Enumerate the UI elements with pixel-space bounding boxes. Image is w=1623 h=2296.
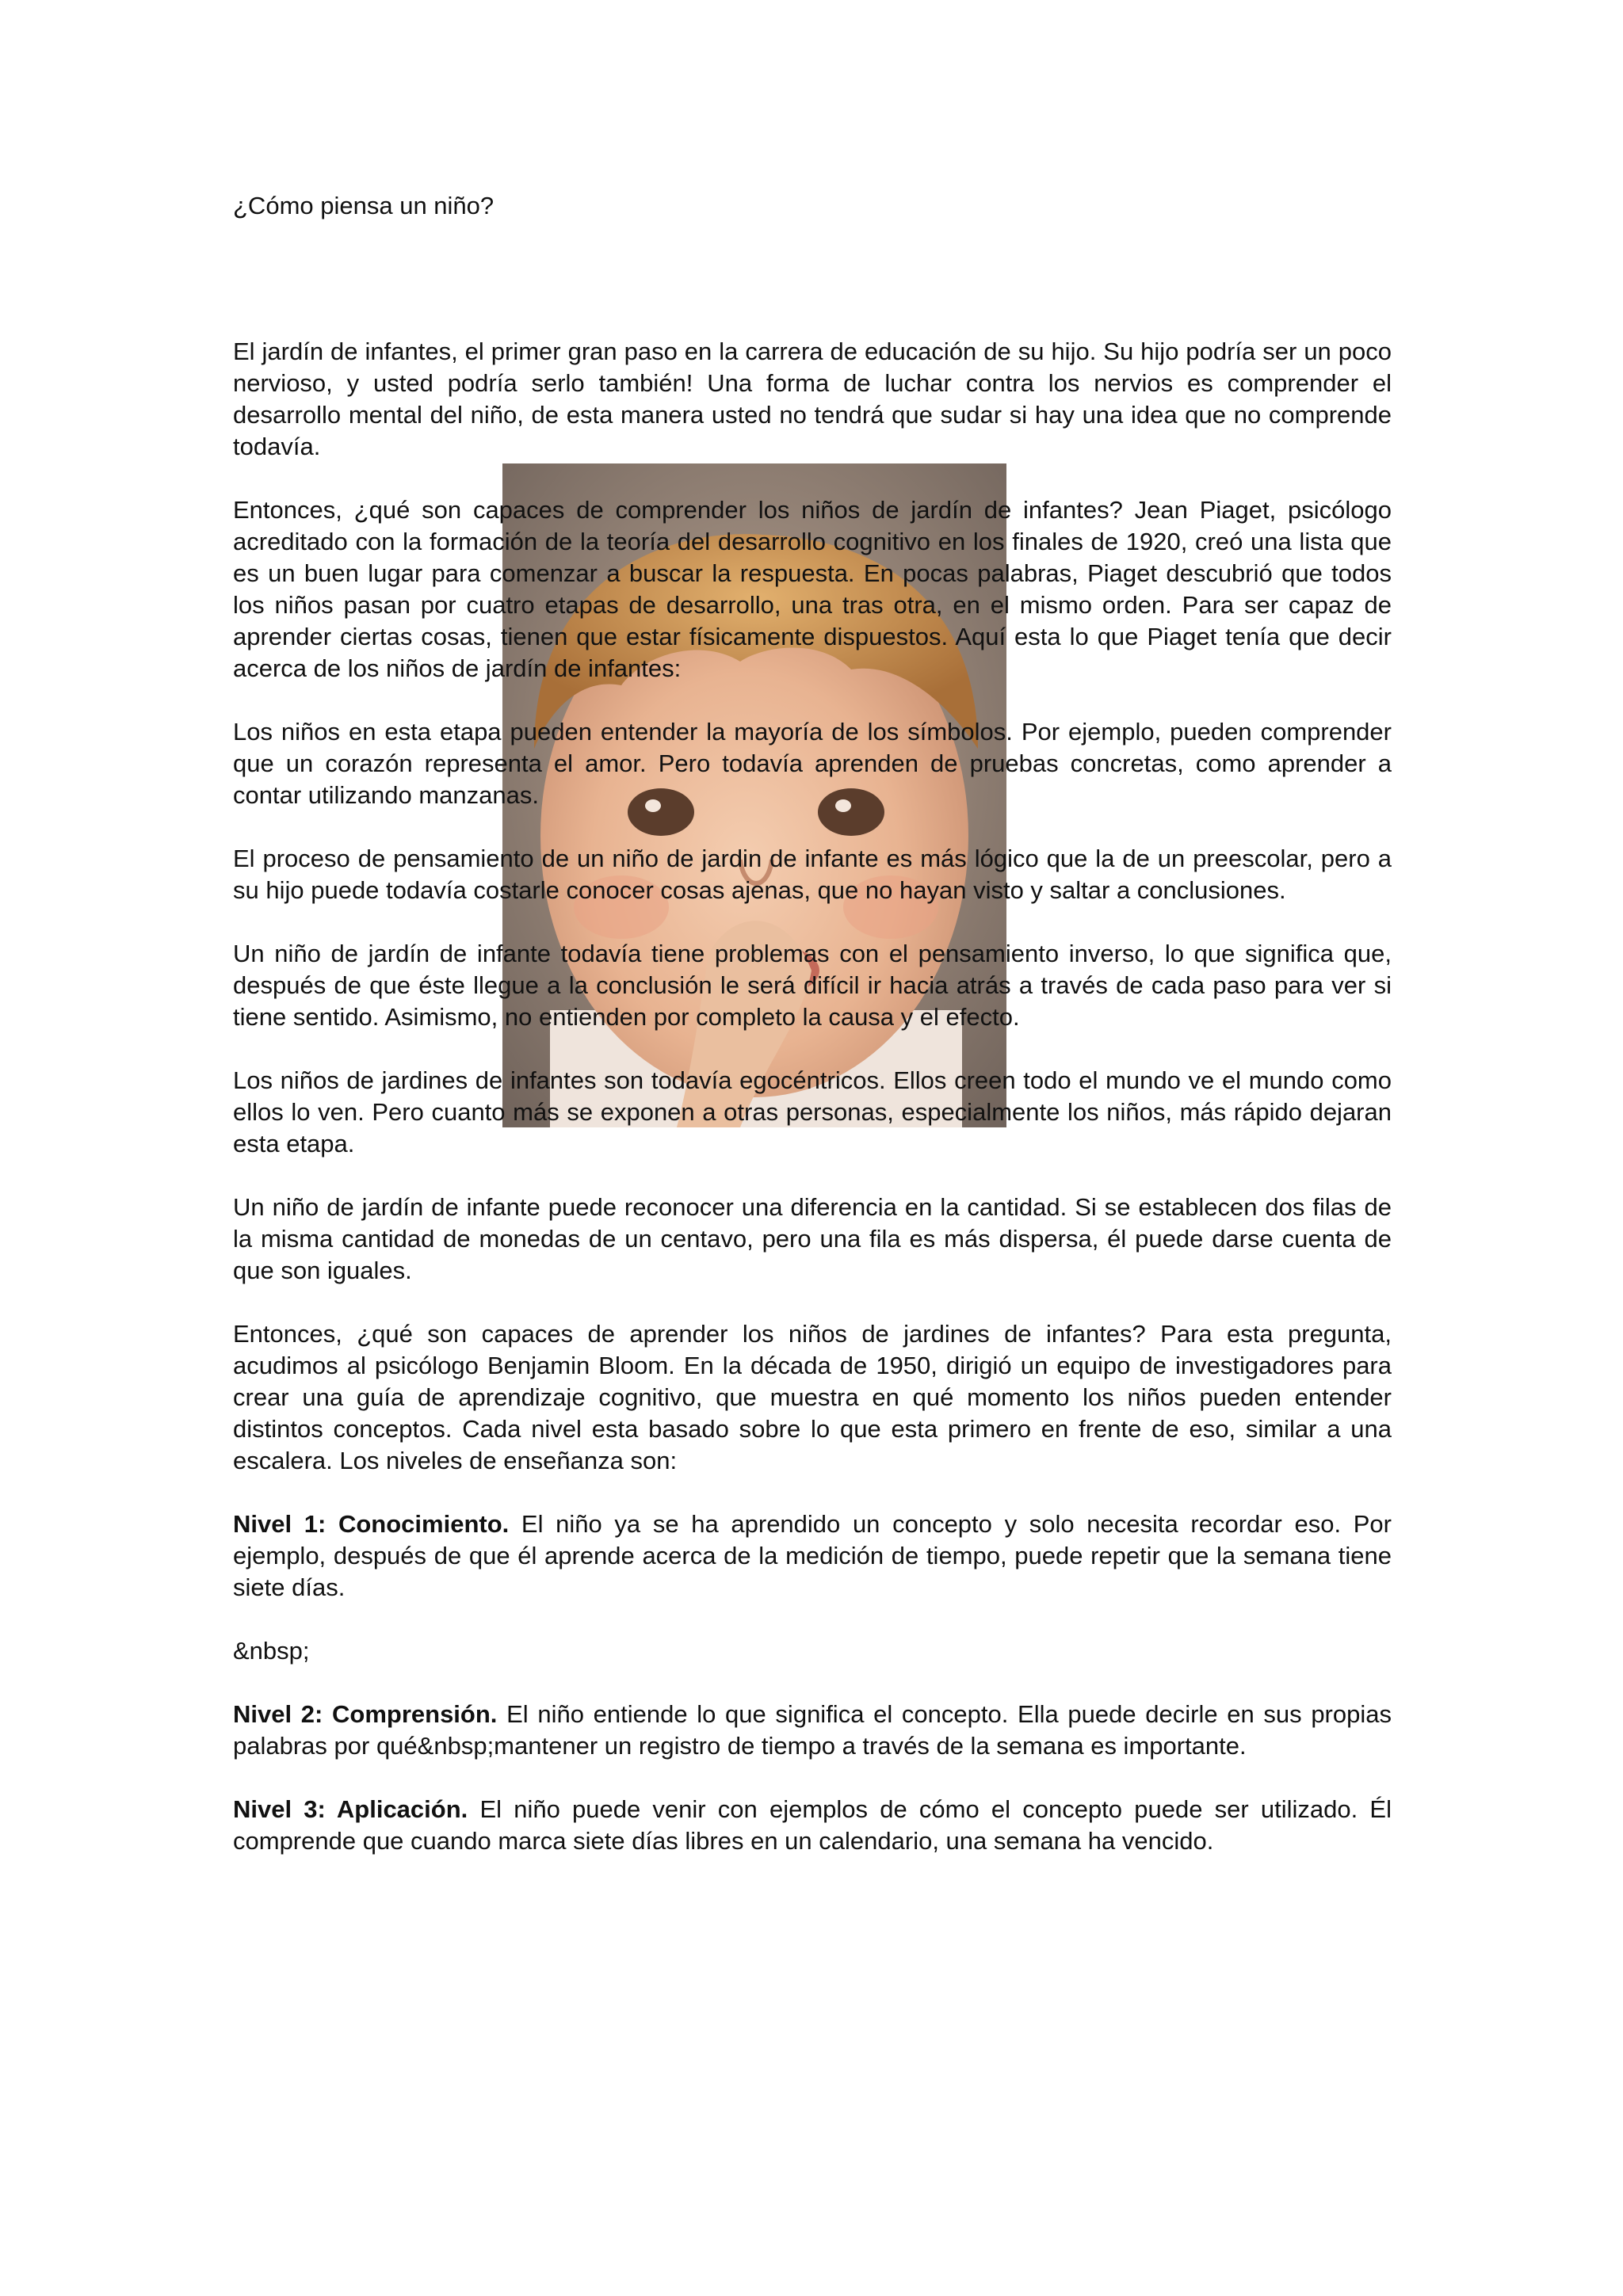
paragraph-egocentric: Los niños de jardines de infantes son todavía egocéntricos. Ellos creen todo el mundo ve el mundo como ellos lo ven. Pero cuanto más se exponen a otras personas, especialmente los niños, más rápido dejaran esta etapa.: [233, 1066, 1392, 1158]
level-3-label: Nivel 3: Aplicación.: [233, 1795, 468, 1823]
level-3-text: El niño puede venir con ejemplos de cómo el concepto puede ser utilizado. Él comprende que cuando marca siete días libres en un calendario, una semana ha vencido.: [233, 1795, 1392, 1855]
level-1-text: El niño ya se ha aprendido un concepto y solo necesita recordar eso. Por ejemplo, después de que él aprende acerca de la medición de tiempo, puede repetir que la semana tiene siete días.: [233, 1510, 1392, 1601]
document-title: ¿Cómo piensa un niño?: [233, 192, 495, 219]
paragraph-inverse-thinking: Un niño de jardín de infante todavía tiene problemas con el pensamiento inverso, lo que significa que, después de que éste llegue a la conclusión le será difícil ir hacia atrás a través de cada paso para ver si tiene sentido. Asimismo, no entienden por completo la causa y el efecto.: [233, 940, 1392, 1031]
paragraph-intro: El jardín de infantes, el primer gran paso en la carrera de educación de su hijo. Su hijo podría ser un poco nervioso, y usted podría serlo también! Una forma de luchar contra los nervios es comprender el desarrollo mental del niño, de esta manera usted no tendrá que sudar si hay una idea que no comprende todavía.: [233, 338, 1392, 460]
paragraph-symbols: Los niños en esta etapa pueden entender la mayoría de los símbolos. Por ejemplo, pueden comprender que un corazón representa el amor. Pero todavía aprenden de pruebas concretas, como aprender a contar utilizando manzanas.: [233, 718, 1392, 809]
level-1-label: Nivel 1: Conocimiento.: [233, 1510, 510, 1538]
paragraph-quantity: Un niño de jardín de infante puede reconocer una diferencia en la cantidad. Si se establecen dos filas de la misma cantidad de monedas de un centavo, pero una fila es más dispersa, él puede darse cuenta de que son iguales.: [233, 1193, 1392, 1284]
paragraph-piaget: Entonces, ¿qué son capaces de comprender los niños de jardín de infantes? Jean Piaget, psicólogo acreditado con la formación de la teoría del desarrollo cognitivo en los finales de 1920, creó una lista que es un buen lugar para comenzar a buscar la respuesta. En pocas palabras, Piaget descubrió que todos los niños pasan por cuatro etapas de desarrollo, una tras otra, en el mismo orden. Para ser capaz de aprender ciertas cosas, tienen que estar físicamente dispuestos. Aquí esta lo que Piaget tenía que decir acerca de los niños de jardín de infantes:: [233, 496, 1392, 682]
paragraph-bloom: Entonces, ¿qué son capaces de aprender los niños de jardines de infantes? Para esta pregunta, acudimos al psicólogo Benjamin Bloom. En la década de 1950, dirigió un equipo de investigadores para crear una guía de aprendizaje cognitivo, que muestra en qué momento los niños pueden entender distintos conceptos. Cada nivel esta basado sobre lo que esta primero en frente de eso, similar a una escalera. Los niveles de enseñanza son:: [233, 1320, 1392, 1474]
level-3: [233, 1794, 1392, 1857]
paragraph-thought-process: El proceso de pensamiento de un niño de jardin de infante es más lógico que la de un preescolar, pero a su hijo puede todavía costarle conocer cosas ajenas, que no hayan visto y saltar a conclusiones.: [233, 845, 1392, 904]
level-2-label: Nivel 2: Comprensión.: [233, 1700, 498, 1728]
level-2: [233, 1699, 1392, 1762]
level-1: [233, 1508, 1392, 1604]
stray-entity: &nbsp;: [233, 1637, 310, 1665]
level-2-text: El niño entiende lo que significa el concepto. Ella puede decirle en sus propias palabras por qué&nbsp;mantener un registro de tiempo a través de la semana es importante.: [233, 1700, 1392, 1760]
document-body: [233, 190, 1392, 1889]
